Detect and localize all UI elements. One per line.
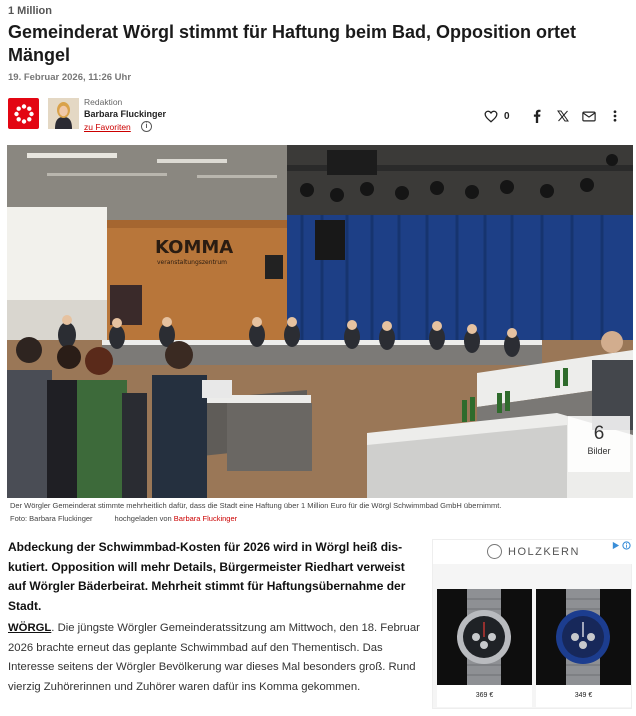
brand-mark-icon xyxy=(487,544,502,559)
gallery-label: Bilder xyxy=(587,446,611,456)
uploader-link[interactable]: Barbara Fluckinger xyxy=(173,514,238,523)
ad-price: 349 € xyxy=(574,692,593,699)
article-hero-photo[interactable] xyxy=(7,145,633,498)
publisher-logo-icon[interactable] xyxy=(8,98,39,129)
wall-sign-sub: veranstaltungszentrum xyxy=(157,259,228,266)
ad-choices[interactable] xyxy=(611,541,631,550)
advertisement[interactable] xyxy=(432,539,632,709)
like-count: 0 xyxy=(504,110,510,122)
ad-header xyxy=(433,540,633,564)
facebook-icon[interactable] xyxy=(524,106,550,126)
article-lead: Abdeckung der Schwimmbad-Kosten für 2026 wird in Wörgl heiß diskutiert. Opposition will mehr Details, Bürgermeister Riedhart verweist auf Wörgler Bäderbeirat. Mehrheit stimmt für Haftungsübernahme der Stadt. xyxy=(8,540,406,613)
photo-credit-text: Foto: Barbara Fluckinger xyxy=(10,514,93,523)
play-icon xyxy=(611,541,620,550)
dateline-place: WÖRGL xyxy=(8,622,52,634)
ad-product-card[interactable] xyxy=(536,589,631,707)
photo-credit xyxy=(10,514,237,523)
photo-caption: Der Wörgler Gemeinderat stimmte mehrheitlich dafür, dass die Stadt eine Haftung über 1 Million Euro für die Wörgl Schwimmbad GmbH übernimmt. xyxy=(10,501,502,510)
mail-icon[interactable] xyxy=(576,106,602,126)
gallery-count-badge[interactable] xyxy=(568,416,630,472)
article-body xyxy=(8,619,420,697)
more-icon[interactable] xyxy=(602,106,628,126)
watch-image xyxy=(536,589,631,685)
article-actions xyxy=(478,106,628,126)
x-icon[interactable] xyxy=(550,106,576,126)
article-date: 19. Februar 2026, 11:26 Uhr xyxy=(8,72,132,83)
ad-price: 369 € xyxy=(475,692,494,699)
author-name[interactable]: Barbara Fluckinger xyxy=(84,109,167,119)
watch-image xyxy=(437,589,532,685)
ad-brand: HOLZKERN xyxy=(508,546,580,558)
heart-icon[interactable] xyxy=(478,106,504,126)
ad-product-card[interactable] xyxy=(437,589,532,707)
author-bar xyxy=(8,95,628,135)
author-role: Redaktion xyxy=(84,97,123,107)
wall-sign: KOMMA xyxy=(155,237,234,258)
article-kicker: 1 Million xyxy=(8,5,52,17)
adchoices-icon xyxy=(622,541,631,550)
info-icon[interactable]: i xyxy=(141,121,152,132)
gallery-count: 6 xyxy=(593,423,605,444)
article-headline: Gemeinderat Wörgl stimmt für Haftung beim Bad, Opposition ortet Mängel xyxy=(8,22,577,65)
uploaded-by-label: hochgeladen von xyxy=(114,514,172,523)
add-to-favorites-link[interactable]: zu Favoriten xyxy=(84,122,131,132)
article-body-text: . Die jüngste Wörgler Gemeinderatssitzung am Mittwoch, den 18. Februar 2026 brachte erneut das geplante Schwimmbad auf den Thementisch. Das Interesse seitens der Wörgler Bevölkerung war dieses Mal besonders groß. Rund vierzig Zuhörerinnen und Zuhörer waren dafür ins Komma gekommen. xyxy=(8,622,420,693)
author-avatar[interactable] xyxy=(48,98,79,129)
